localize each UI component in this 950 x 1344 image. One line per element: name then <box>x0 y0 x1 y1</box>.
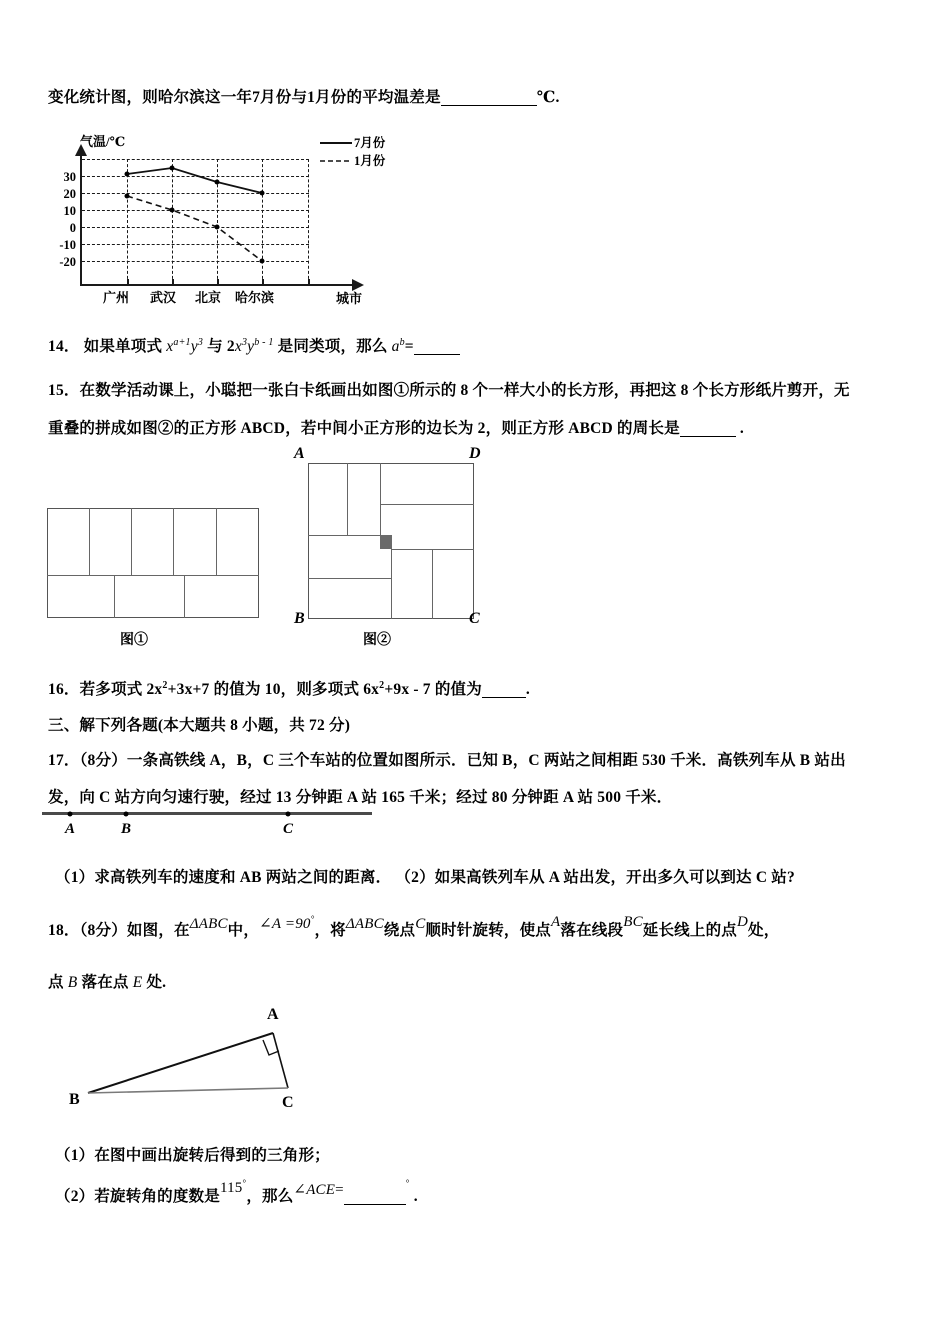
q18-sub2-text-a: （2）若旋转角的度数是 <box>55 1188 220 1206</box>
fig1-vline-3 <box>173 508 174 575</box>
q14-answer-blank[interactable] <box>414 341 460 355</box>
section-3-heading: 三、解下列各题(本大题共 8 小题，共 72 分) <box>48 717 351 734</box>
chart-x-axis-label: 城市 <box>336 291 363 306</box>
question-13-tail <box>48 90 560 106</box>
triangle-label-A: A <box>267 1006 279 1023</box>
chart-ytick-30: 30 <box>63 170 76 184</box>
question-16 <box>48 681 530 698</box>
datapoint-july-wuhan <box>170 166 175 171</box>
q18-math-segment-bc: BC <box>623 914 643 930</box>
question-14 <box>48 338 460 355</box>
triangle-label-B: B <box>69 1091 80 1108</box>
legend-label-january: 1月份 <box>354 154 386 168</box>
q18-text-4: 绕点 <box>383 922 416 939</box>
q16-answer-blank[interactable] <box>482 684 526 698</box>
question-17-number-line-figure <box>42 812 372 854</box>
q18-math-angle-ace: ∠ACE <box>293 1182 336 1199</box>
q14-monomial-1: $x^{a+1}y^3$ <box>166 337 204 356</box>
question-17-sub-questions <box>55 870 795 886</box>
figure-2-square-abcd <box>294 445 481 627</box>
fig2-seg-tl-bottom <box>308 535 380 536</box>
q17-number: 17． <box>48 752 80 769</box>
chart-xtick-guangzhou: 广州 <box>103 290 130 305</box>
chart-ytick-0: 0 <box>69 221 76 235</box>
fig2-seg-left-middle-bottom <box>308 578 391 579</box>
fig2-seg-tl-vertical <box>347 463 348 535</box>
fig2-seg-bottom-right-vertical <box>432 549 433 619</box>
q18-math-angle-a-90: ∠A =90° <box>259 914 315 932</box>
fig1-vline-5 <box>114 575 115 618</box>
temperature-line-chart <box>58 132 458 320</box>
q18-text-8: 处， <box>748 922 780 939</box>
q13-unit: ℃. <box>536 89 560 106</box>
datapoint-july-beijing <box>215 180 220 185</box>
q14-number: 14． <box>48 338 80 356</box>
question-18-triangle-figure <box>60 1000 340 1125</box>
datapoint-january-harbin <box>260 259 265 264</box>
datapoint-january-beijing <box>215 225 220 230</box>
q18-sub2-text-b: ，那么 <box>246 1188 294 1206</box>
datapoint-july-harbin <box>260 191 265 196</box>
fig2-seg-tr-horizontal <box>380 504 474 505</box>
q18-math-triangle-abc-1: ΔABC <box>189 916 228 932</box>
fig1-vline-1 <box>89 508 90 575</box>
legend-label-july: 7月份 <box>354 136 386 150</box>
q15-period: . <box>739 420 744 437</box>
q18-text-2: 中， <box>227 922 260 939</box>
q18-sub1-text: （1）在图中画出旋转后得到的三角形； <box>55 1147 330 1164</box>
chart-xtick-harbin: 哈尔滨 <box>235 290 275 305</box>
q15-text-line2: 重叠的拼成如图②的正方形 ABCD，若中间小正方形的边长为 2，则正方形 ABCD 的周长是 <box>48 420 680 437</box>
figure-1-rectangles <box>47 508 259 618</box>
q16-period: . <box>525 681 530 699</box>
chart-ytick-10: 10 <box>63 204 76 218</box>
fig1-vline-6 <box>184 575 185 618</box>
q14-text-part1: 如果单项式 <box>83 338 163 356</box>
numline-label-A: A <box>64 821 76 837</box>
fig2-center-small-square <box>380 535 392 549</box>
fig2-vertex-A: A <box>294 445 305 462</box>
question-18-sub-2 <box>55 1178 418 1206</box>
q18-sub2-period: . <box>413 1188 418 1206</box>
q17-sub2: （2）如果高铁列车从 A 站出发，开出多久可以到达 C 站? <box>395 869 795 886</box>
fig1-vline-2 <box>131 508 132 575</box>
triangle-side-BC <box>88 1088 288 1093</box>
q16-exponent-1: 2 <box>162 680 168 691</box>
question-15-line-1 <box>48 383 850 399</box>
q18-text-6: 落在线段 <box>560 922 624 939</box>
datapoint-july-guangzhou <box>125 172 130 177</box>
numline-label-B: B <box>120 821 132 837</box>
chart-xtick-wuhan: 武汉 <box>150 290 177 305</box>
question-18-line-2 <box>48 975 166 991</box>
fig1-outer-frame <box>47 508 259 618</box>
numline-axis <box>42 812 372 815</box>
q15-text-line1: 在数学活动课上，小聪把一张白卡纸画出如图①所示的 8 个一样大小的长方形，再把这 8 个长方形纸片剪开，无 <box>79 382 850 399</box>
datapoint-january-guangzhou <box>125 194 130 199</box>
q13-answer-blank[interactable] <box>441 91 537 106</box>
q14-joiner: 与 2 <box>207 338 235 356</box>
numline-point-B <box>124 811 129 816</box>
q17-sub1: （1）求高铁列车的速度和 AB 两站之间的距离． <box>55 869 392 886</box>
triangle-abc-svg <box>60 1000 340 1125</box>
q18-text-1: 如图，在 <box>126 922 190 939</box>
question-15-line-2 <box>48 421 744 437</box>
fig2-vertex-C: C <box>469 610 480 627</box>
q18-math-point-d: D <box>736 914 749 930</box>
q14-monomial-2: $x^3y^{b - 1}$ <box>234 337 274 356</box>
chart-ytick-neg20: -20 <box>59 255 76 269</box>
q14-equals: = <box>404 338 414 356</box>
q18-text-7: 延长线上的点 <box>642 922 737 939</box>
question-18-sub-1 <box>55 1148 330 1164</box>
q18-text-3: ，将 <box>314 922 346 939</box>
fig1-divider-row <box>47 575 259 576</box>
q14-result-expression: $a^b$ <box>391 337 405 356</box>
q18-sub2-equals: = <box>335 1182 344 1199</box>
triangle-side-AC <box>273 1033 288 1088</box>
q18-sub2-degree-unit: ° <box>405 1178 410 1188</box>
q15-number: 15． <box>48 382 80 399</box>
figure-2-caption: 图② <box>363 633 391 648</box>
q18-l2-text-c: 处. <box>146 974 167 991</box>
numline-point-C <box>286 811 291 816</box>
fig2-vertex-D: D <box>469 445 481 462</box>
series-january-line <box>127 196 262 261</box>
q18-l2-text-a: 点 <box>48 974 64 991</box>
q15-answer-blank[interactable] <box>680 423 736 437</box>
q18-l2-text-b: 落在点 <box>81 974 129 991</box>
chart-xtick-beijing: 北京 <box>195 290 222 305</box>
triangle-label-C: C <box>282 1094 294 1111</box>
fig1-vline-4 <box>216 508 217 575</box>
numline-point-A <box>68 811 73 816</box>
q18-l2-point-e: E <box>132 974 143 991</box>
chart-y-axis-label: 气温/℃ <box>80 134 126 149</box>
q16-text-c: +9x - 7 的值为 <box>384 681 482 699</box>
question-18-line-1 <box>48 914 780 939</box>
triangle-side-BA <box>88 1033 273 1093</box>
q14-text-part2: 是同类项，那么 <box>277 338 388 356</box>
question-17-line-2: 发，向 C 站方向匀速行驶，经过 13 分钟距 A 站 165 千米；经过 80 分钟距 A 站 500 千米． <box>48 789 673 806</box>
q17-score: （8分） <box>79 752 127 769</box>
q16-text-a: 若多项式 2x <box>79 681 163 699</box>
question-17-line-1 <box>48 753 846 769</box>
q18-text-5: 顺时针旋转，使点 <box>425 922 552 939</box>
numline-label-C: C <box>282 821 294 837</box>
datapoint-january-wuhan <box>170 208 175 213</box>
q18-math-triangle-abc-2: ΔABC <box>345 916 384 932</box>
q17-text-line1: 一条高铁线 A，B，C 三个车站的位置如图所示．已知 B，C 两站之间相距 530 千米．高铁列车从 B 站出 <box>126 752 846 769</box>
chart-ytick-neg10: -10 <box>59 238 76 252</box>
q18-l2-point-b: B <box>67 974 78 991</box>
series-july-line <box>127 168 262 193</box>
fig2-vertex-B: B <box>294 610 305 627</box>
q18-math-point-a: A <box>551 914 561 930</box>
chart-ytick-20: 20 <box>63 187 76 201</box>
q18-rotation-angle-value: 115° <box>219 1178 247 1197</box>
q16-text-b: +3x+7 的值为 10，则多项式 6x <box>167 681 380 699</box>
q16-number: 16． <box>48 681 80 699</box>
fig2-seg-top-middle-vertical <box>380 463 381 535</box>
q18-answer-blank[interactable] <box>344 1191 406 1205</box>
q18-score: （8分） <box>79 922 127 939</box>
q18-number: 18． <box>48 922 80 939</box>
q16-exponent-2: 2 <box>379 680 385 691</box>
q13-text: 变化统计图，则哈尔滨这一年7月份与1月份的平均温差是 <box>48 89 441 106</box>
figure-1-caption: 图① <box>120 633 148 648</box>
q18-math-point-c: C <box>415 916 426 932</box>
